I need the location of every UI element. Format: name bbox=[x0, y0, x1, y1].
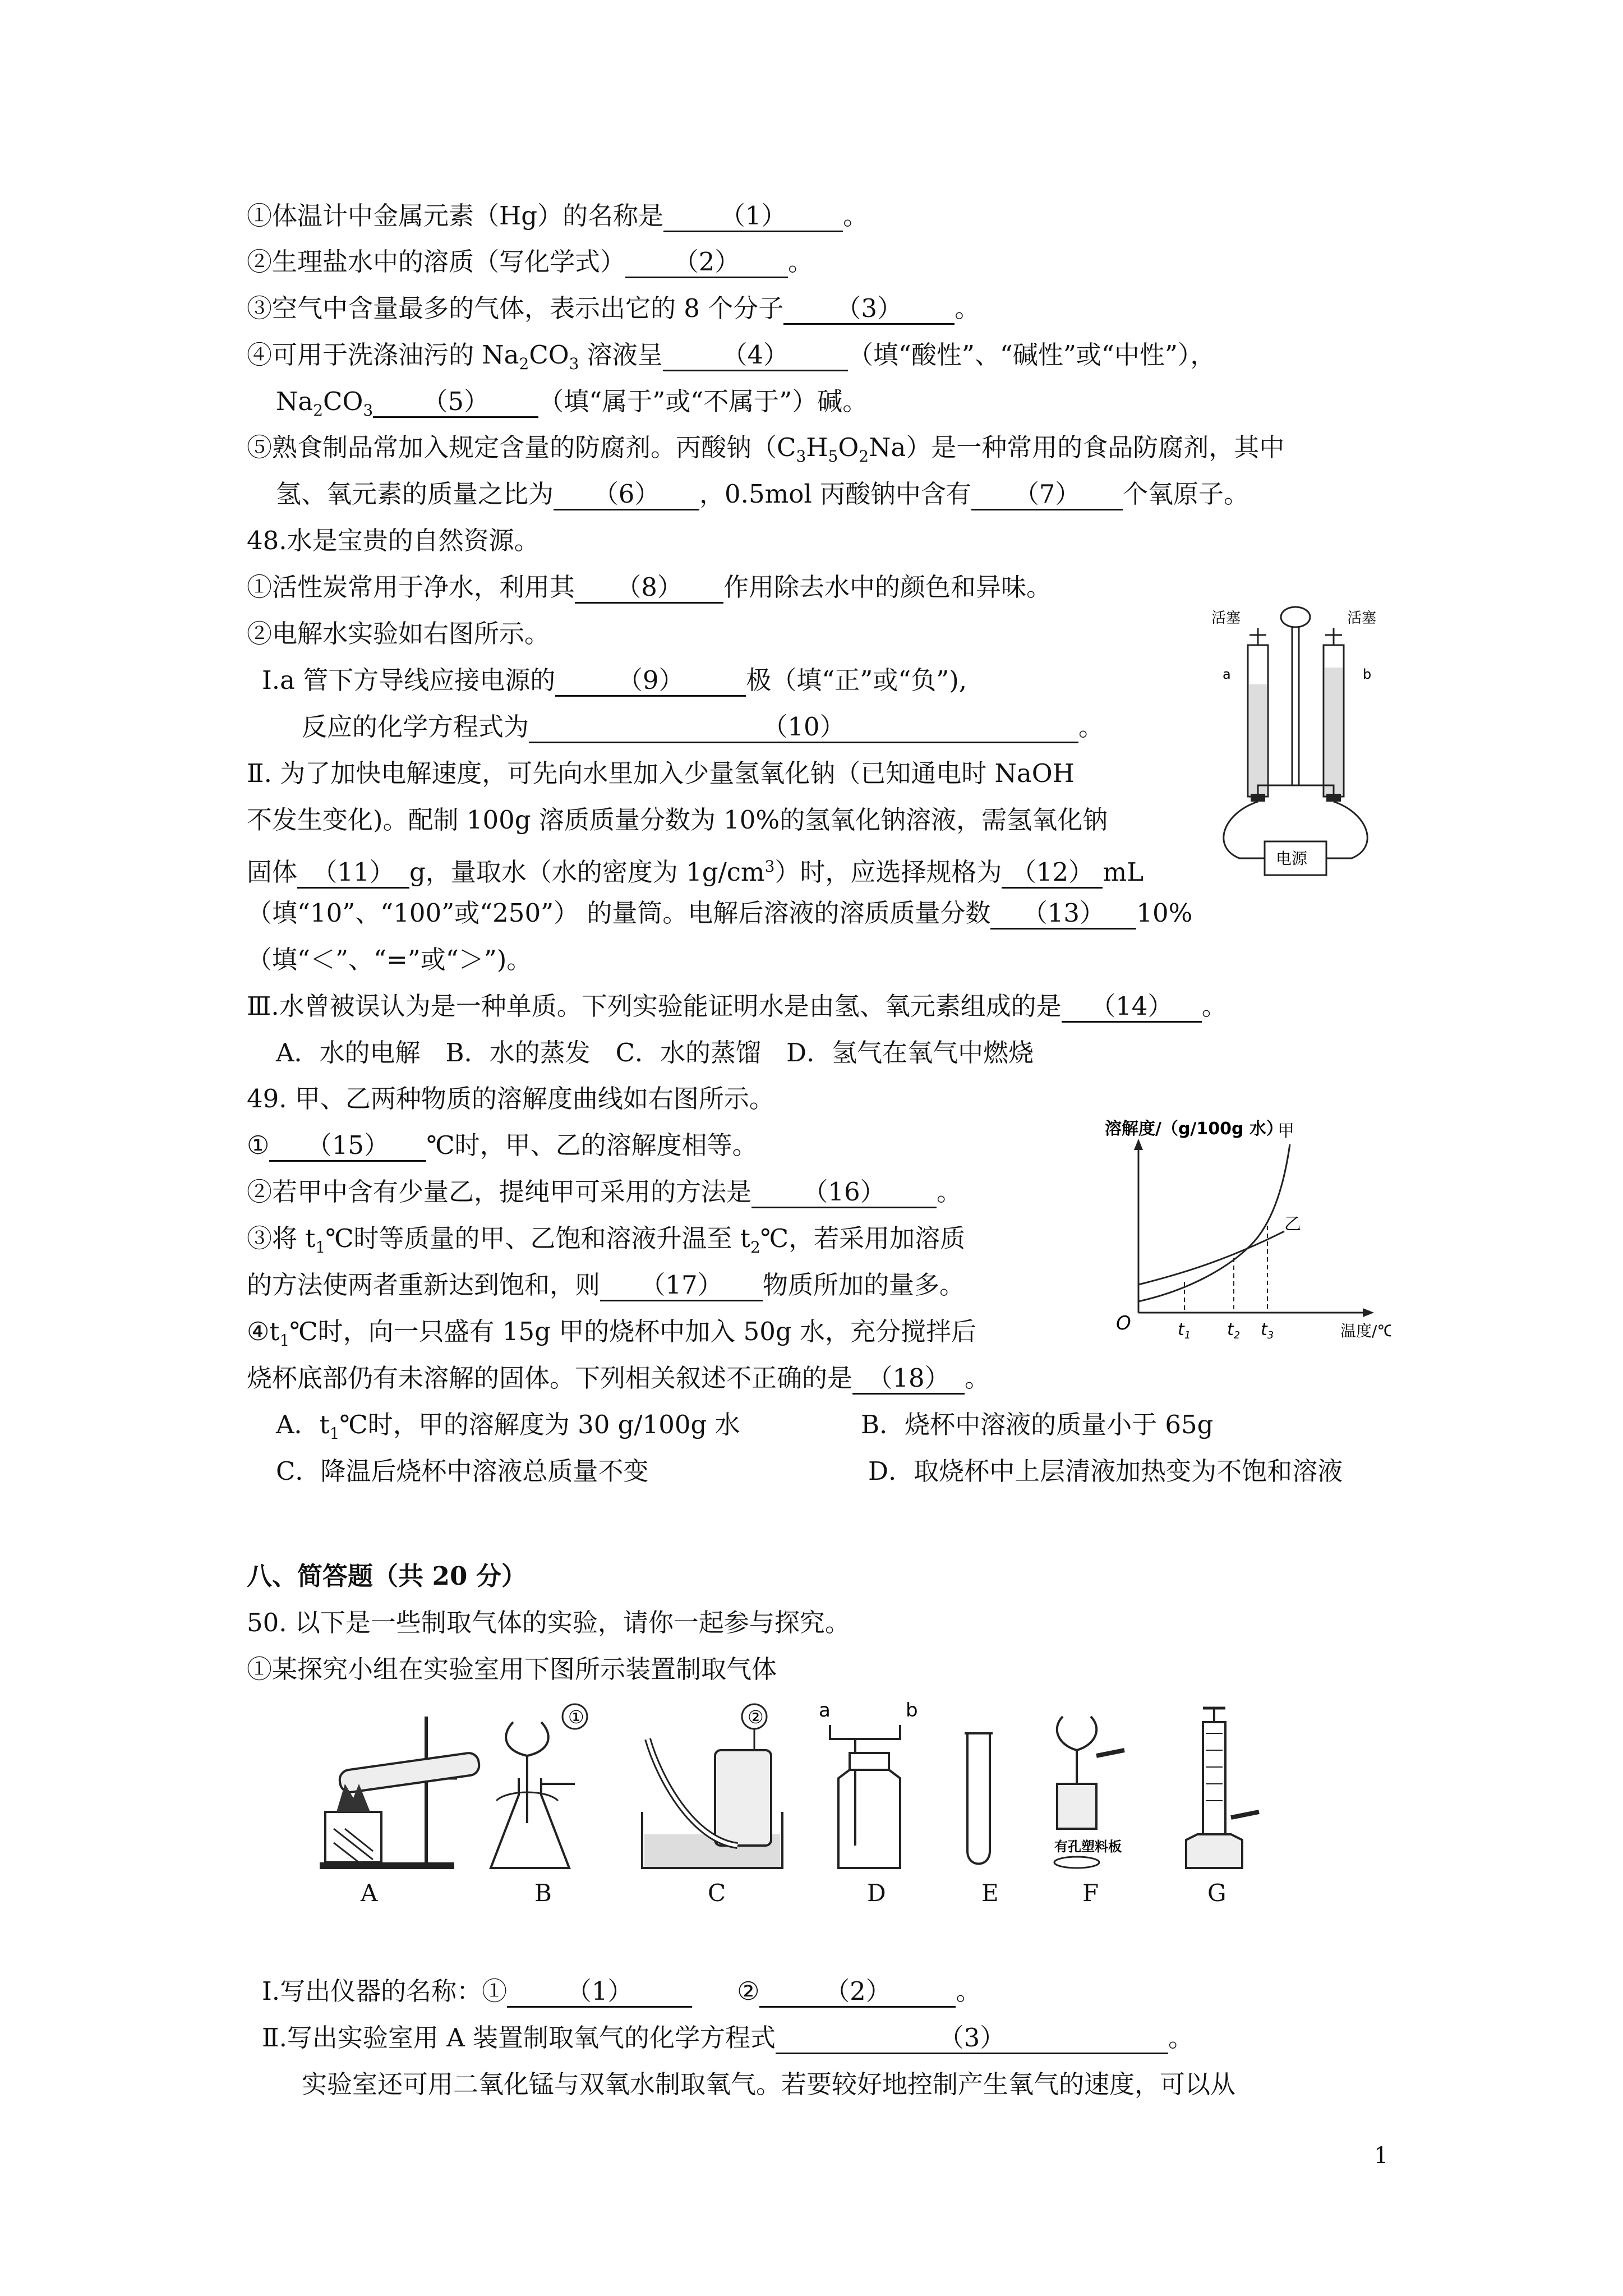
q50-r2: Ⅱ.写出实验室用 A 装置制取氧气的化学方程式 （3） 。 bbox=[262, 2021, 1193, 2055]
section-8-title: 八、简答题（共 20 分） bbox=[247, 1561, 527, 1591]
caption-f: F bbox=[1082, 1879, 1099, 1907]
answer-blank-9[interactable]: （9） bbox=[555, 666, 746, 697]
tube-b-label: b bbox=[1363, 666, 1372, 682]
apparatus-b bbox=[491, 1704, 587, 1868]
electrolysis-figure bbox=[1200, 595, 1391, 886]
answer-blank-3[interactable]: （3） bbox=[783, 294, 955, 325]
answer-blank-2[interactable]: （2） bbox=[625, 247, 788, 278]
q49-option-a: A．$t_1℃$时，甲的溶解度为 30 g/100g 水 bbox=[276, 1410, 740, 1443]
answer-blank-15[interactable]: （15） bbox=[269, 1131, 426, 1162]
q47-item-5b: 氢、氧元素的质量之比为 （6） ，0.5mol 丙酸钠中含有 （7） 个氧原子。 bbox=[276, 477, 1249, 511]
q49-item-3b: 的方法使两者重新达到饱和，则 （17） 物质所加的量多。 bbox=[247, 1268, 965, 1302]
q50-item-1: ①某探究小组在实验室用下图所示装置制取气体 bbox=[247, 1654, 777, 1684]
tick-t1: $t_1$ bbox=[1178, 1320, 1191, 1341]
answer-blank-8[interactable]: （8） bbox=[575, 573, 723, 604]
q50-r3: 实验室还可用二氧化锰与双氧水制取氧气。若要较好地控制产生氧气的速度，可以从 bbox=[302, 2069, 1236, 2099]
series-b-label: 乙 bbox=[1284, 1214, 1301, 1234]
q47-item-2: ②生理盐水中的溶质（写化学式） （2） 。 bbox=[247, 245, 813, 279]
q49-item-3: ③将 $t_1℃$时等质量的甲、乙饱和溶液升温至 $t_2℃$，若采用加溶质 bbox=[247, 1223, 966, 1257]
answer-blank-s2[interactable]: （2） bbox=[759, 1977, 956, 2008]
q47-item-5: ⑤熟食制品常加入规定含量的防腐剂。丙酸钠$(C_3H_5O_2Na)$是一种常用的食品防腐剂，其中 bbox=[247, 432, 1285, 466]
chart-x-label: 温度/℃ bbox=[1340, 1322, 1391, 1340]
caption-c: C bbox=[708, 1879, 726, 1907]
answer-blank-13[interactable]: （13） bbox=[990, 899, 1136, 930]
series-b-curve bbox=[1138, 1231, 1284, 1285]
answer-blank-11[interactable]: （11） bbox=[297, 858, 409, 889]
q49-item-4b: 烧杯底部仍有未溶解的固体。下列相关叙述不正确的是 （18） 。 bbox=[247, 1361, 990, 1395]
instrument-mark-2: ② bbox=[748, 1706, 764, 1728]
series-a-label: 甲 bbox=[1278, 1121, 1294, 1141]
power-supply-label: 电源 bbox=[1276, 849, 1308, 868]
answer-blank-6[interactable]: （6） bbox=[554, 480, 699, 510]
answer-blank-18[interactable]: （18） bbox=[852, 1364, 965, 1395]
q49-title: 49. 甲、乙两种物质的溶解度曲线如右图所示。 bbox=[247, 1084, 774, 1114]
caption-b: B bbox=[534, 1879, 552, 1907]
q49-option-d: D．取烧杯中上层清液加热变为不饱和溶液 bbox=[868, 1456, 1343, 1486]
caption-g: G bbox=[1207, 1879, 1227, 1907]
q49-item-1: ① （15） ℃时，甲、乙的溶解度相等。 bbox=[247, 1129, 758, 1162]
q48-r2d: （填“10”、“100”或“250”） 的量筒。电解后溶液的溶质质量分数 （13） 10% bbox=[247, 896, 1192, 930]
answer-blank-12[interactable]: （12） bbox=[1002, 858, 1103, 889]
right-valve-label: 活塞 bbox=[1347, 610, 1377, 627]
q48-item-1: ①活性炭常用于净水，利用其 （8） 作用除去水中的颜色和异味。 bbox=[247, 570, 1052, 604]
apparatus-g bbox=[1186, 1708, 1259, 1868]
q50-r1: Ⅰ.写出仪器的名称：① （1） ② （2） 。 bbox=[262, 1975, 981, 2008]
left-valve-label: 活塞 bbox=[1211, 610, 1241, 627]
porous-plate-label: 有孔塑料板 bbox=[1054, 1839, 1122, 1855]
port-b-label: b bbox=[906, 1700, 918, 1722]
answer-blank-5[interactable]: （5） bbox=[373, 387, 538, 418]
apparatus-e bbox=[965, 1733, 993, 1864]
answer-blank-10[interactable]: （10） bbox=[529, 712, 1078, 743]
answer-blank-17[interactable]: （17） bbox=[600, 1271, 763, 1301]
answer-blank-14[interactable]: （14） bbox=[1062, 992, 1202, 1023]
apparatus-a bbox=[320, 1717, 481, 1869]
q48-r2e: （填“＜”、“=”或“＞”)。 bbox=[247, 945, 532, 974]
q49-option-c: C．降温后烧杯中溶液总质量不变 bbox=[276, 1456, 649, 1486]
q48-r1b: 反应的化学方程式为 （10） 。 bbox=[302, 710, 1104, 744]
q49-item-4: $④t_1℃$时，向一只盛有 15g 甲的烧杯中加入 50g 水，充分搅拌后 bbox=[247, 1317, 976, 1350]
q48-item-2: ②电解水实验如右图所示。 bbox=[247, 619, 550, 648]
apparatus-c bbox=[642, 1704, 782, 1868]
caption-d: D bbox=[867, 1879, 886, 1907]
q48-r3: Ⅲ.水曾被误认为是一种单质。下列实验能证明水是由氢、氧元素组成的是 （14） 。 bbox=[247, 990, 1227, 1023]
q50-title: 50. 以下是一些制取气体的实验，请你一起参与探究。 bbox=[247, 1608, 850, 1637]
port-a-label: a bbox=[819, 1700, 831, 1722]
instrument-mark-1: ① bbox=[568, 1706, 584, 1728]
q48-r2c: 固体 （11） g，量取水（水的密度为 $1g/cm^3$）时，应选择规格为 （12） mL bbox=[247, 850, 1144, 889]
answer-blank-s1[interactable]: （1） bbox=[507, 1977, 692, 2008]
chart-origin: O bbox=[1116, 1312, 1131, 1335]
apparatus-d bbox=[819, 1700, 918, 1868]
q48-title: 48.水是宝贵的自然资源。 bbox=[247, 526, 540, 555]
q48-r2a: Ⅱ. 为了加快电解速度，可先向水里加入少量氢氧化钠（已知通电时 NaOH bbox=[247, 758, 1075, 788]
q49-item-2: ②若甲中含有少量乙，提纯甲可采用的方法是 （16） 。 bbox=[247, 1175, 962, 1209]
q49-option-b: B．烧杯中溶液的质量小于 65g bbox=[861, 1410, 1214, 1439]
apparatus-figure bbox=[311, 1700, 1310, 1879]
answer-blank-16[interactable]: （16） bbox=[751, 1177, 937, 1208]
q47-item-3: ③空气中含量最多的气体，表示出它的 8 个分子 （3） 。 bbox=[247, 292, 980, 325]
chart-y-label: 溶解度/（g/100g 水） bbox=[1105, 1119, 1283, 1139]
page-number: 1 bbox=[1374, 2143, 1389, 2169]
tube-a-label: a bbox=[1223, 666, 1231, 682]
q47-item-4b: $Na_2CO_3$ （5） （填“属于”或“不属于”）碱。 bbox=[276, 386, 868, 420]
q48-r1: Ⅰ.a 管下方导线应接电源的 （9） 极（填“正”或“负”), bbox=[262, 664, 967, 697]
answer-blank-7[interactable]: （7） bbox=[971, 480, 1123, 510]
answer-blank-4[interactable]: （4） bbox=[663, 341, 848, 371]
tick-t2: $t_2$ bbox=[1227, 1320, 1241, 1341]
q48-r2b: 不发生变化)。配制 100g 溶质质量分数为 10%的氢氧化钠溶液，需氢氧化钠 bbox=[247, 805, 1108, 835]
caption-a: A bbox=[361, 1879, 378, 1907]
q48-options: A．水的电解 B．水的蒸发 C．水的蒸馏 D．氢气在氧气中燃烧 bbox=[276, 1038, 1034, 1068]
solubility-chart bbox=[1099, 1111, 1391, 1352]
q47-item-1: ①体温计中金属元素（Hg）的名称是 （1） 。 bbox=[247, 199, 868, 233]
tick-t3: $t_3$ bbox=[1261, 1320, 1274, 1341]
answer-blank-1[interactable]: （1） bbox=[663, 201, 843, 232]
answer-blank-s3[interactable]: （3） bbox=[776, 2023, 1168, 2054]
apparatus-f bbox=[1054, 1717, 1124, 1868]
q47-item-4: ④可用于洗涤油污的 $Na_2CO_3$ 溶液呈 （4） （填“酸性”、“碱性”或“中性”）， bbox=[247, 340, 1216, 373]
caption-e: E bbox=[981, 1879, 999, 1907]
